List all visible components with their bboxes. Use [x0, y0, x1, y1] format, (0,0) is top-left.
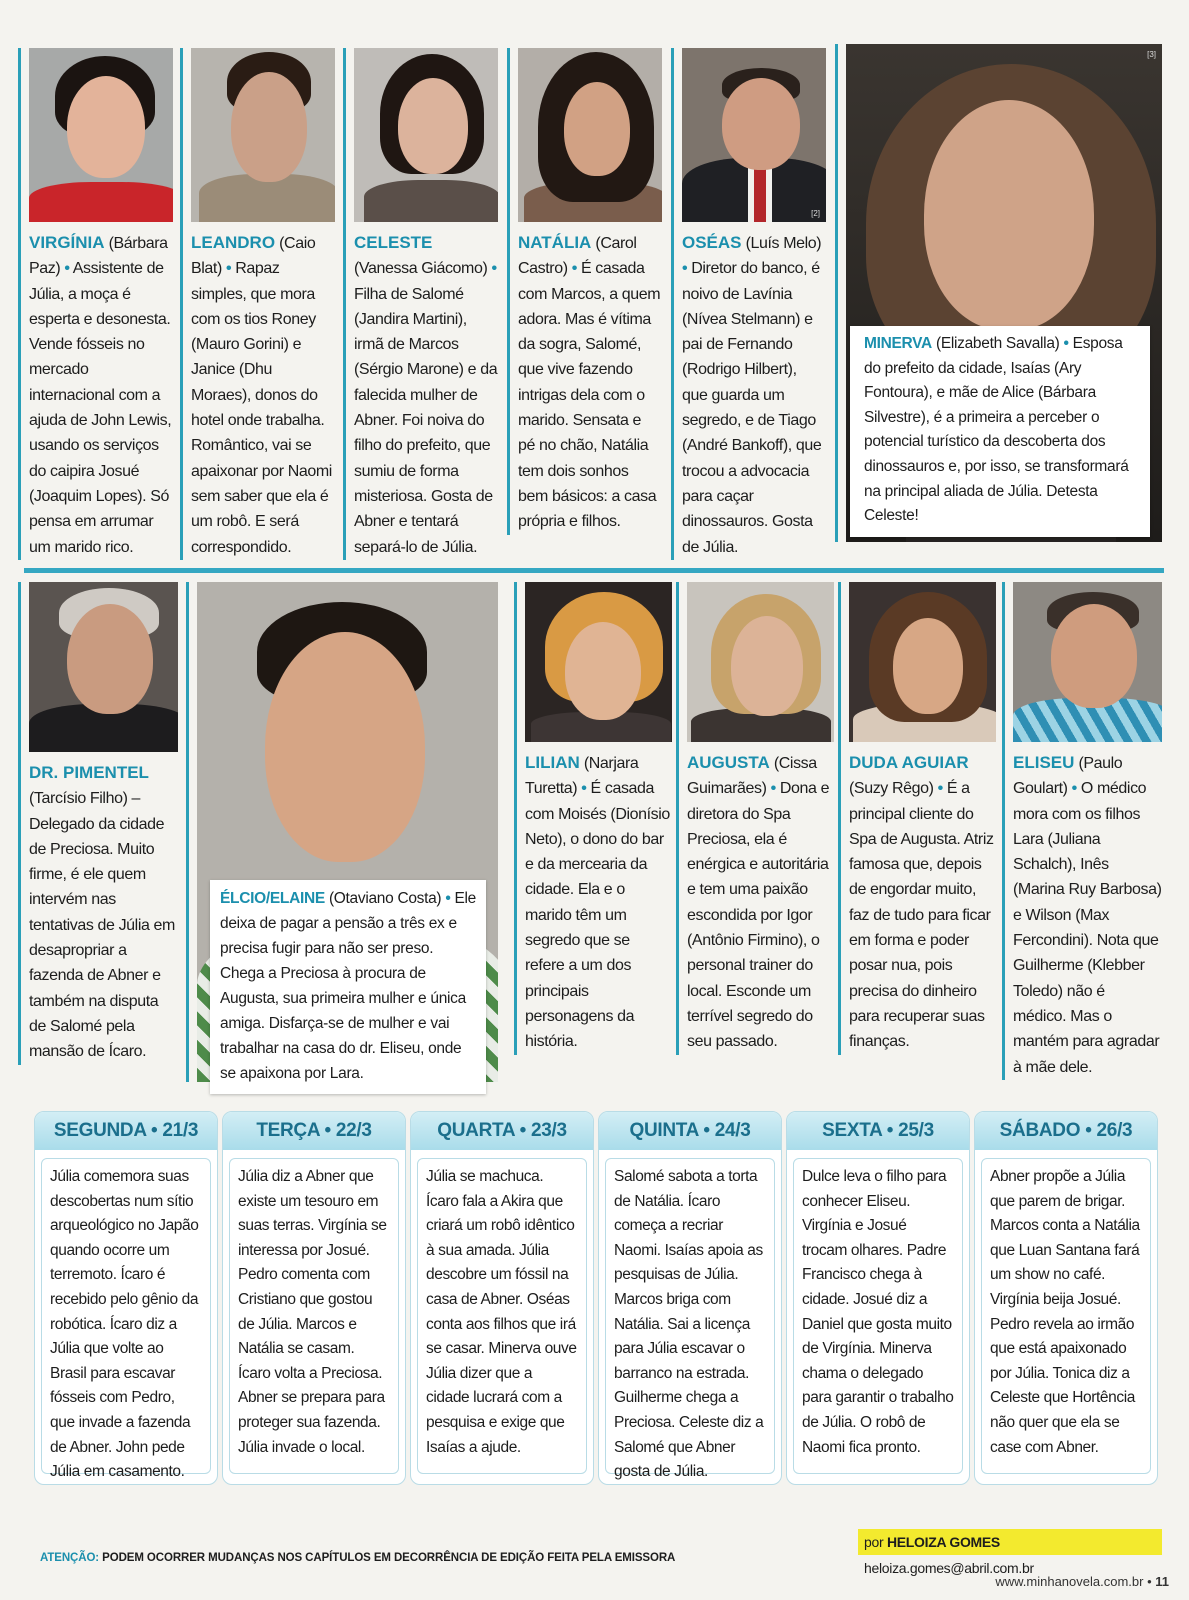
character-card [507, 48, 662, 535]
schedule-day-header: TERÇA • 22/3 [223, 1112, 405, 1150]
character-card [18, 582, 178, 1065]
portrait-photo [518, 48, 662, 222]
character-name: AUGUSTA [687, 753, 770, 772]
schedule-day-text: Júlia diz a Abner que existe um tesouro em suas terras. Virgínia se interessa por Josué. Pedro comenta com Cristiano que gostou de Júlia. Marcos e Natália se casam. Ícaro volta a Preciosa. Abner se prepara para proteger sua fazenda. Júlia invade o local. [229, 1158, 399, 1474]
author-email[interactable]: heloiza.gomes@abril.com.br [864, 1560, 1034, 1576]
schedule-day-header: QUINTA • 24/3 [599, 1112, 781, 1150]
character-bio [191, 230, 335, 560]
character-card [676, 582, 834, 1055]
character-bio [1013, 750, 1162, 1080]
bullet: • [937, 780, 943, 798]
author-byline [858, 1529, 1162, 1576]
schedule-day-wednesday [410, 1111, 594, 1485]
page-number: 11 [1155, 1574, 1169, 1589]
character-bio [525, 750, 672, 1055]
portrait-photo [849, 582, 996, 742]
character-bio [682, 230, 826, 560]
character-text: É casada com Marcos, a quem adora. Mas é vítima da sogra, Salomé, que vive fazendo intrigas dela com o marido. Sensata e pé no chão, Natália tem dois sonhos bem básicos: a casa própria e filhos. [518, 260, 661, 531]
portrait-photo [29, 582, 178, 752]
portrait-photo [1013, 582, 1162, 742]
elcio-bio [210, 880, 486, 1094]
bullet: • [225, 260, 232, 278]
day-date: 23/3 [530, 1120, 567, 1141]
disclaimer-label: ATENÇÃO: [40, 1552, 100, 1564]
page-footer: www.minhanovela.com.br • 11 [995, 1574, 1169, 1589]
character-text: Filha de Salomé (Jandira Martini), irmã de Marcos (Sérgio Marone) e da falecida mulher de Abner. Foi noiva do filho do prefeito, que sumiu de forma misteriosa. Gosta de Abner e tentará separá-lo de Júlia. [354, 285, 498, 556]
day-name: SEXTA [822, 1120, 882, 1141]
bullet: • [571, 260, 577, 278]
character-text: Assistente de Júlia, a moça é esperta e desonesta. Vende fósseis no mercado internacional com a ajuda de John Lewis, usando os serviços do caipira Josué (Joaquim Lopes). Só pensa em arrumar um marido rico. [29, 260, 172, 556]
character-bio [29, 230, 173, 560]
character-card [838, 582, 996, 1055]
schedule-day-header: QUARTA • 23/3 [411, 1112, 593, 1150]
character-text: Rapaz simples, que mora com os tios Roney (Mauro Gorini) e Janice (Dhu Moraes), donos do hotel onde trabalha. Romântico, vai se apaixonar por Naomi sem saber que ela é um robô. E será correspondido. [191, 260, 332, 556]
schedule-day-text: Abner propõe a Júlia que parem de brigar. Marcos conta a Natália que Luan Santana fará um show no café. Virgínia beija Josué. Pedro revela ao irmão que está apaixonado por Júlia. Tonica diz a Celeste que Hortência não quer que ela se case com Abner. [981, 1158, 1151, 1474]
character-bio [849, 750, 996, 1055]
character-actor: (Carol Castro) [518, 235, 637, 278]
character-text: É casada com Moisés (Dionísio Neto), o dono do bar e da mercearia da cidade. Ela e o marido têm um segredo que se refere a um dos principais personagens da história. [525, 780, 670, 1051]
schedule-day-friday [786, 1111, 970, 1485]
bullet: • [770, 780, 776, 798]
character-actor: (Otaviano Costa) [328, 890, 442, 907]
schedule-day-thursday [598, 1111, 782, 1485]
character-bio [354, 230, 498, 560]
bullet: • [1071, 780, 1077, 798]
schedule-day-monday [34, 1111, 218, 1485]
character-card [1002, 582, 1162, 1080]
character-name: LILIAN [525, 753, 580, 772]
character-name: MINERVA [864, 335, 932, 352]
character-name: OSÉAS [682, 233, 742, 252]
bullet: • [445, 890, 451, 907]
character-card [671, 48, 826, 560]
character-actor: (Vanessa Giácomo) [354, 260, 488, 278]
bullet: • [491, 260, 497, 278]
portrait-photo [682, 48, 826, 222]
photo-credit: [3] [1147, 50, 1156, 59]
character-name: VIRGÍNIA [29, 233, 105, 252]
character-card [514, 582, 672, 1055]
character-text: Diretor do banco, é noivo de Lavínia (Nívea Stelmann) e pai de Fernando (Rodrigo Hilbert), que guarda um segredo, e de Tiago (André Bankoff), que trocou a advocacia para caçar dinossauros. Gosta de Júlia. [682, 260, 822, 556]
character-actor: (Caio Blat) [191, 235, 316, 278]
character-text: Dona e diretora do Spa Preciosa, ela é enérgica e autoritária e tem uma paixão escondida por Igor (Antônio Firmino), o personal trainer do local. Esconde um terrível segredo do seu passado. [687, 780, 830, 1051]
day-date: 22/3 [335, 1120, 372, 1141]
day-name: TERÇA [256, 1120, 320, 1141]
schedule-day-text: Júlia comemora suas descobertas num sítio arqueológico no Japão quando ocorre um terremoto. Ícaro é recebido pelo gênio da robótica. Ícaro diz a Júlia que volte ao Brasil para escavar fósseis com Pedro, que invade a fazenda de Abner. John pede Júlia em casamento. [41, 1158, 211, 1474]
schedule-day-header: SÁBADO • 26/3 [975, 1112, 1157, 1150]
day-name: SÁBADO [999, 1120, 1081, 1141]
schedule-day-header: SEXTA • 25/3 [787, 1112, 969, 1150]
day-name: QUARTA [437, 1120, 515, 1141]
schedule-day-saturday [974, 1111, 1158, 1485]
character-name: DUDA AGUIAR [849, 753, 969, 772]
disclaimer-text: PODEM OCORRER MUDANÇAS NOS CAPÍTULOS EM DECORRÊNCIA DE EDIÇÃO FEITA PELA EMISSORA [102, 1552, 676, 1564]
bullet: • [64, 260, 70, 278]
portrait-photo [687, 582, 834, 742]
character-name: CELESTE [354, 233, 433, 252]
bullet: • [1063, 335, 1069, 352]
character-name: ÉLCIO/ELAINE [220, 890, 325, 907]
portrait-photo [525, 582, 672, 742]
bullet: • [581, 780, 587, 798]
portrait-photo [354, 48, 498, 222]
day-date: 25/3 [898, 1120, 934, 1141]
character-actor: (Tarcísio Filho) – [29, 790, 141, 808]
day-date: 21/3 [162, 1120, 199, 1141]
schedule-day-text: Júlia se machuca. Ícaro fala a Akira que criará um robô idêntico à sua amada. Júlia descobre um fóssil na casa de Abner. Oséas conta aos filhos que irá se casar. Minerva ouve Júlia dizer que a cidade lucrará com a pesquisa e exige que Isaías a ajude. [417, 1158, 587, 1474]
character-text: O médico mora com os filhos Lara (Juliana Schalch), Inês (Marina Ruy Barbosa) e Wilson (Max Fercondini). Nota que Guilherme (Klebber Toledo) não é médico. Mas o mantém para agradar à mãe dele. [1013, 780, 1162, 1076]
author-name: HELOIZA GOMES [886, 1534, 1000, 1550]
character-actor: (Cissa Guimarães) [687, 755, 817, 798]
day-name: SEGUNDA [53, 1120, 147, 1141]
character-bio [29, 760, 178, 1065]
character-bio [518, 230, 662, 535]
character-bio [687, 750, 834, 1055]
character-text: Ele deixa de pagar a pensão a três ex e precisa fugir para não ser preso. Chega a Preciosa à procura de Augusta, sua primeira mulher e única amiga. Disfarça-se de mulher e vai trabalhar na casa do dr. Eliseu, onde se apaixona por Lara. [220, 890, 476, 1082]
character-name: ELISEU [1013, 753, 1075, 772]
character-name: DR. PIMENTEL [29, 763, 149, 782]
character-text: Esposa do prefeito da cidade, Isaías (Ary Fontoura), e mãe de Alice (Bárbara Silvestre), é a primeira a perceber o potencial turístico da descoberta dos dinossauros e, por isso, se transformará na principal aliada de Júlia. Detesta Celeste! [864, 335, 1129, 525]
day-date: 26/3 [1096, 1120, 1133, 1141]
photo-credit: [2] [811, 209, 820, 218]
character-actor: (Luís Melo) [745, 235, 822, 252]
byline-prefix: por [864, 1534, 884, 1550]
character-actor: (Narjara Turetta) [525, 755, 639, 798]
schedule-day-text: Salomé sabota a torta de Natália. Ícaro começa a recriar Naomi. Isaías apoia as pesquisas de Júlia. Marcos briga com Natália. Sai a licença para Júlia escavar o barranco na estrada. Guilherme chega a Preciosa. Celeste diz a Salomé que Abner gosta de Júlia. [605, 1158, 775, 1474]
day-name: QUINTA [629, 1120, 699, 1141]
character-card [18, 48, 173, 560]
character-name: NATÁLIA [518, 233, 592, 252]
schedule-day-text: Dulce leva o filho para conhecer Eliseu. Virgínia e Josué trocam olhares. Padre Francisco chega à cidade. Josué diz a Daniel que gosta muito de Virgínia. Minerva chama o delegado para garantir o trabalho de Júlia. O robô de Naomi fica pronto. [793, 1158, 963, 1474]
character-card [343, 48, 498, 560]
schedule-day-tuesday [222, 1111, 406, 1485]
bullet: • [682, 260, 688, 278]
section-divider [24, 568, 1164, 573]
character-text: Delegado da cidade de Preciosa. Muito firme, é ele quem intervém nas tentativas de Júlia em desapropriar a fazenda de Abner e também na disputa de Salomé pela mansão de Ícaro. [29, 815, 175, 1061]
day-date: 24/3 [714, 1120, 751, 1141]
character-text: É a principal cliente do Spa de Augusta. Atriz famosa que, depois de engordar muito, faz de tudo para ficar em forma e poder posar nua, pois precisa do dinheiro para recuperar suas finanças. [849, 780, 994, 1051]
character-actor: (Bárbara Paz) [29, 235, 168, 278]
disclaimer [40, 1552, 675, 1564]
schedule-day-header: SEGUNDA • 21/3 [35, 1112, 217, 1150]
character-actor: (Suzy Rêgo) [849, 780, 934, 798]
character-actor: (Paulo Goulart) [1013, 755, 1123, 798]
character-card [180, 48, 335, 560]
minerva-bio [850, 326, 1150, 537]
character-actor: (Elizabeth Savalla) [935, 335, 1060, 352]
portrait-photo [191, 48, 335, 222]
character-name: LEANDRO [191, 233, 276, 252]
portrait-photo [29, 48, 173, 222]
site-url[interactable]: www.minhanovela.com.br [995, 1574, 1144, 1589]
